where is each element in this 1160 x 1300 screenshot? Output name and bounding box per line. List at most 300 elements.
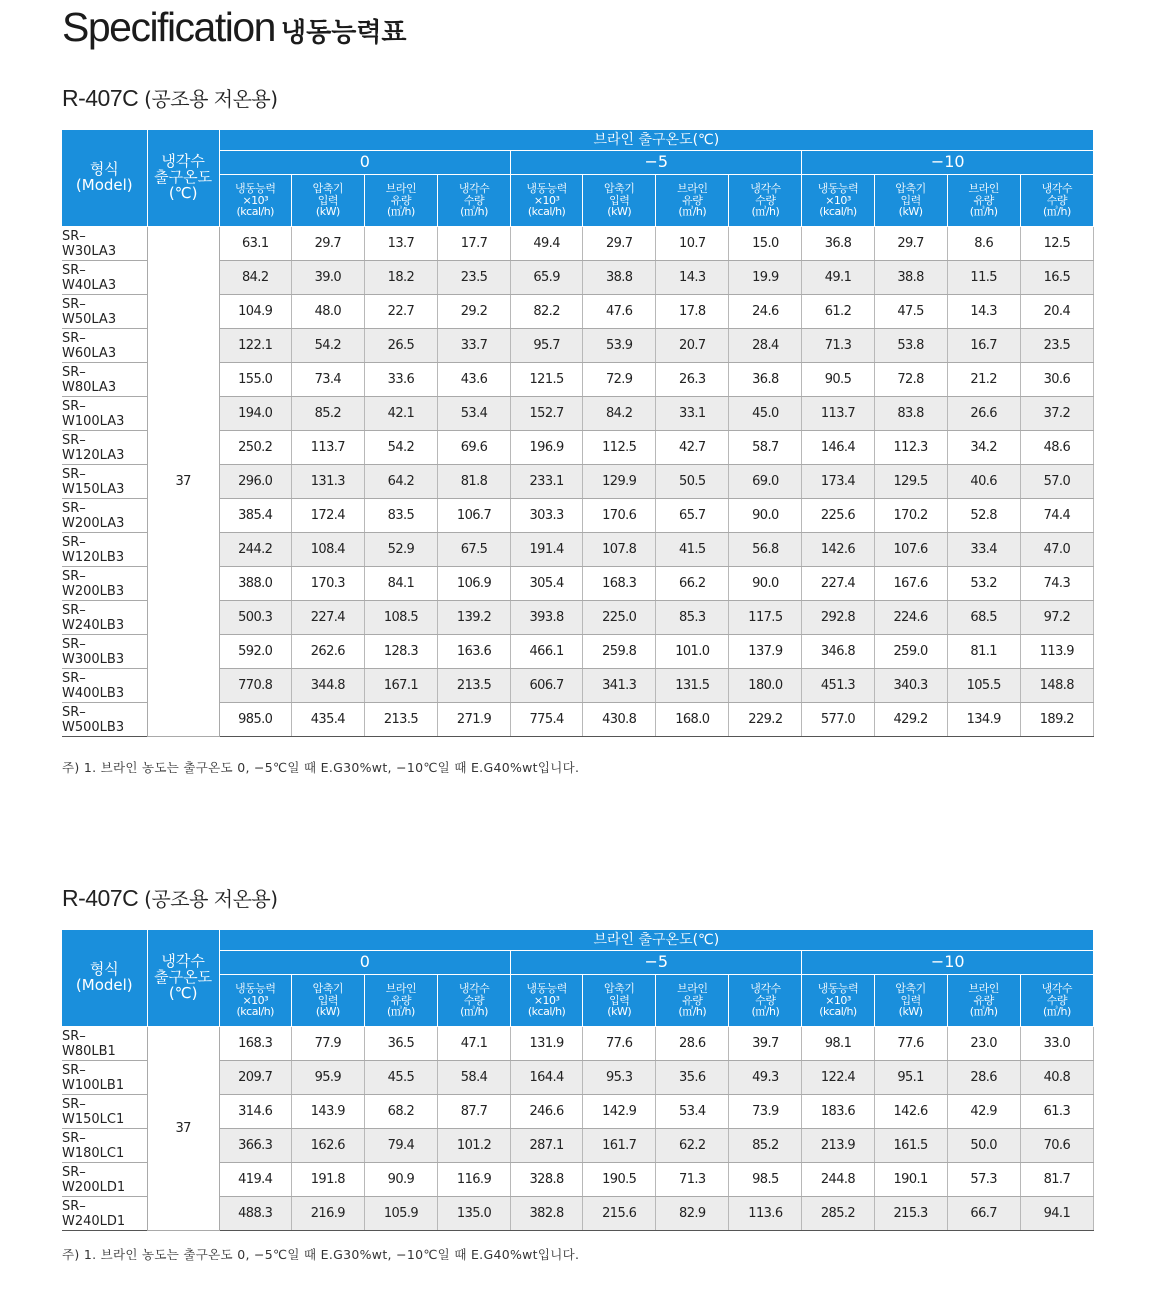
value-cell: 71.3	[656, 1163, 729, 1197]
value-cell: 95.3	[583, 1061, 656, 1095]
value-cell: 45.5	[364, 1061, 437, 1095]
model-code: W40LA3	[62, 277, 117, 293]
value-cell: 17.7	[437, 227, 510, 261]
column-header-line: 유량	[973, 193, 994, 207]
value-cell: 98.5	[729, 1163, 802, 1197]
model-code: W200LD1	[62, 1179, 126, 1195]
value-cell: 64.2	[364, 465, 437, 499]
model-prefix: SR–	[62, 1130, 86, 1146]
value-cell: 8.6	[947, 227, 1020, 261]
value-cell: 82.9	[656, 1197, 729, 1231]
column-header-line: (kcal/h)	[236, 205, 274, 219]
column-header	[437, 975, 510, 1027]
column-header	[364, 975, 437, 1027]
value-cell: 52.9	[364, 533, 437, 567]
column-header	[1020, 175, 1093, 227]
value-cell: 131.5	[656, 669, 729, 703]
value-cell: 137.9	[729, 635, 802, 669]
value-cell: 20.4	[1020, 295, 1093, 329]
value-cell: 388.0	[219, 567, 291, 601]
value-cell: 23.5	[437, 261, 510, 295]
value-cell: 58.7	[729, 431, 802, 465]
value-cell: 209.7	[219, 1061, 291, 1095]
value-cell: 435.4	[291, 703, 364, 737]
model-code: W50LA3	[62, 311, 117, 327]
column-header-line: 브라인	[968, 182, 999, 196]
value-cell: 21.2	[947, 363, 1020, 397]
value-cell: 108.4	[291, 533, 364, 567]
value-cell: 113.7	[802, 397, 874, 431]
column-header	[511, 975, 583, 1027]
value-cell: 168.3	[219, 1027, 291, 1061]
brine-temp-group: 0	[219, 151, 510, 175]
value-cell: 17.8	[656, 295, 729, 329]
value-cell: 62.2	[656, 1129, 729, 1163]
value-cell: 82.2	[511, 295, 583, 329]
value-cell: 344.8	[291, 669, 364, 703]
model-cell	[62, 1061, 147, 1095]
model-cell	[62, 397, 147, 431]
value-cell: 213.5	[437, 669, 510, 703]
cooling-temp-header-line: (℃)	[168, 183, 198, 202]
value-cell: 122.4	[802, 1061, 874, 1095]
column-header-line: ×10³	[242, 193, 269, 207]
value-cell: 19.9	[729, 261, 802, 295]
value-cell: 148.8	[1020, 669, 1093, 703]
value-cell: 134.9	[947, 703, 1020, 737]
column-header	[656, 975, 729, 1027]
value-cell: 303.3	[511, 499, 583, 533]
value-cell: 488.3	[219, 1197, 291, 1231]
column-header-line: 압축기	[312, 982, 344, 996]
section-title-1: R-407C (공조용 저온용)	[62, 85, 278, 111]
value-cell: 429.2	[874, 703, 947, 737]
model-cell	[62, 261, 147, 295]
value-cell: 16.5	[1020, 261, 1093, 295]
value-cell: 172.4	[291, 499, 364, 533]
value-cell: 66.2	[656, 567, 729, 601]
value-cell: 50.0	[947, 1129, 1020, 1163]
value-cell: 250.2	[219, 431, 291, 465]
value-cell: 61.3	[1020, 1095, 1093, 1129]
value-cell: 28.4	[729, 329, 802, 363]
cooling-temp-header-line: 출구온도	[154, 168, 213, 187]
value-cell: 95.9	[291, 1061, 364, 1095]
column-header-line: 브라인	[677, 982, 708, 996]
value-cell: 22.7	[364, 295, 437, 329]
value-cell: 34.2	[947, 431, 1020, 465]
column-header	[219, 175, 291, 227]
column-header-line: (kcal/h)	[527, 1005, 566, 1019]
column-header-line: 수량	[463, 193, 485, 207]
table-note-1: 주) 1. 브라인 농도는 출구온도 0, −5℃일 때 E.G30%wt, −10℃일 때 E.G40%wt입니다.	[62, 760, 580, 775]
value-cell: 233.1	[511, 465, 583, 499]
value-cell: 37.2	[1020, 397, 1093, 431]
value-cell: 74.4	[1020, 499, 1093, 533]
value-cell: 67.5	[437, 533, 510, 567]
column-header-line: 압축기	[604, 182, 635, 196]
value-cell: 168.3	[583, 567, 656, 601]
value-cell: 53.9	[583, 329, 656, 363]
value-cell: 129.9	[583, 465, 656, 499]
value-cell: 87.7	[437, 1095, 510, 1129]
value-cell: 50.5	[656, 465, 729, 499]
model-header-sub: (Model)	[75, 976, 133, 994]
brine-temp-header: 브라인 출구온도(℃)	[219, 130, 1093, 151]
model-prefix: SR–	[62, 262, 86, 278]
value-cell: 108.5	[364, 601, 437, 635]
model-cell	[62, 703, 147, 737]
value-cell: 72.8	[874, 363, 947, 397]
value-cell: 49.3	[729, 1061, 802, 1095]
value-cell: 162.6	[291, 1129, 364, 1163]
value-cell: 28.6	[656, 1027, 729, 1061]
column-header-line: 냉각수	[750, 182, 781, 196]
value-cell: 48.0	[291, 295, 364, 329]
model-prefix: SR–	[62, 330, 86, 346]
value-cell: 83.8	[874, 397, 947, 431]
cooling-temp-header	[147, 130, 219, 227]
column-header	[802, 175, 874, 227]
column-header-line: 압축기	[312, 182, 344, 196]
model-code: W30LA3	[62, 243, 117, 259]
model-prefix: SR–	[62, 602, 86, 618]
column-header-line: (kW)	[607, 205, 632, 219]
value-cell: 77.9	[291, 1027, 364, 1061]
value-cell: 29.7	[291, 227, 364, 261]
value-cell: 35.6	[656, 1061, 729, 1095]
model-cell	[62, 1027, 147, 1061]
model-cell	[62, 1095, 147, 1129]
value-cell: 47.6	[583, 295, 656, 329]
value-cell: 36.5	[364, 1027, 437, 1061]
value-cell: 161.5	[874, 1129, 947, 1163]
value-cell: 56.8	[729, 533, 802, 567]
value-cell: 135.0	[437, 1197, 510, 1231]
brine-temp-group: −10	[802, 151, 1094, 175]
value-cell: 68.5	[947, 601, 1020, 635]
model-cell	[62, 1129, 147, 1163]
model-code: W240LB3	[62, 617, 125, 633]
model-prefix: SR–	[62, 1096, 86, 1112]
column-header-line: (㎥/h)	[678, 1005, 707, 1019]
value-cell: 49.1	[802, 261, 874, 295]
value-cell: 106.9	[437, 567, 510, 601]
value-cell: 104.9	[219, 295, 291, 329]
value-cell: 131.3	[291, 465, 364, 499]
value-cell: 346.8	[802, 635, 874, 669]
value-cell: 23.5	[1020, 329, 1093, 363]
spec-table-1	[62, 129, 1094, 737]
model-code: W400LB3	[62, 685, 125, 701]
model-code: W180LC1	[62, 1145, 125, 1161]
value-cell: 70.6	[1020, 1129, 1093, 1163]
value-cell: 24.6	[729, 295, 802, 329]
value-cell: 26.5	[364, 329, 437, 363]
column-header	[729, 975, 802, 1027]
column-header-line: (㎥/h)	[387, 1005, 415, 1019]
model-prefix: SR–	[62, 704, 86, 720]
column-header-line: 수량	[1046, 993, 1067, 1007]
value-cell: 213.5	[364, 703, 437, 737]
value-cell: 43.6	[437, 363, 510, 397]
model-code: W150LC1	[62, 1111, 125, 1127]
column-header-line: 수량	[755, 193, 776, 207]
value-cell: 170.3	[291, 567, 364, 601]
column-header-line: 냉동능력	[526, 982, 567, 996]
cooling-temp-header-line: 출구온도	[154, 968, 213, 987]
value-cell: 194.0	[219, 397, 291, 431]
value-cell: 146.4	[802, 431, 874, 465]
model-cell	[62, 499, 147, 533]
cooling-temp-header-line: 냉각수	[161, 952, 205, 971]
model-cell	[62, 601, 147, 635]
value-cell: 81.7	[1020, 1163, 1093, 1197]
value-cell: 39.0	[291, 261, 364, 295]
value-cell: 189.2	[1020, 703, 1093, 737]
value-cell: 215.3	[874, 1197, 947, 1231]
model-prefix: SR–	[62, 1164, 86, 1180]
value-cell: 163.6	[437, 635, 510, 669]
value-cell: 121.5	[511, 363, 583, 397]
column-header-line: 유량	[682, 193, 703, 207]
value-cell: 113.9	[1020, 635, 1093, 669]
value-cell: 592.0	[219, 635, 291, 669]
value-cell: 382.8	[511, 1197, 583, 1231]
column-header-line: (kcal/h)	[819, 1005, 857, 1019]
value-cell: 33.0	[1020, 1027, 1093, 1061]
value-cell: 224.6	[874, 601, 947, 635]
section-title-2: R-407C (공조용 저온용)	[62, 885, 278, 911]
column-header-line: 냉동능력	[526, 182, 567, 196]
column-header-line: 압축기	[895, 982, 926, 996]
value-cell: 161.7	[583, 1129, 656, 1163]
model-code: W100LA3	[62, 413, 125, 429]
column-header-line: (㎥/h)	[969, 205, 998, 219]
value-cell: 95.7	[511, 329, 583, 363]
column-header-line: ×10³	[533, 993, 560, 1007]
column-header-line: 냉각수	[1041, 982, 1073, 996]
value-cell: 85.2	[729, 1129, 802, 1163]
model-cell	[62, 465, 147, 499]
model-code: W500LB3	[62, 719, 125, 735]
value-cell: 215.6	[583, 1197, 656, 1231]
value-cell: 49.4	[511, 227, 583, 261]
column-header-line: (kW)	[315, 1005, 340, 1019]
value-cell: 244.2	[219, 533, 291, 567]
column-header-line: 냉각수	[458, 182, 490, 196]
model-code: W120LA3	[62, 447, 125, 463]
value-cell: 246.6	[511, 1095, 583, 1129]
value-cell: 122.1	[219, 329, 291, 363]
model-header-sub: (Model)	[75, 176, 133, 194]
value-cell: 142.6	[802, 533, 874, 567]
column-header-line: 수량	[755, 993, 776, 1007]
column-header	[656, 175, 729, 227]
value-cell: 33.7	[437, 329, 510, 363]
value-cell: 48.6	[1020, 431, 1093, 465]
column-header	[1020, 975, 1093, 1027]
value-cell: 170.6	[583, 499, 656, 533]
column-header-line: 냉각수	[750, 982, 781, 996]
cooling-temp-header-line: 냉각수	[161, 152, 205, 171]
value-cell: 106.7	[437, 499, 510, 533]
value-cell: 77.6	[874, 1027, 947, 1061]
value-cell: 213.9	[802, 1129, 874, 1163]
value-cell: 112.3	[874, 431, 947, 465]
model-cell	[62, 669, 147, 703]
model-prefix: SR–	[62, 228, 86, 244]
value-cell: 81.1	[947, 635, 1020, 669]
brine-temp-group: 0	[219, 951, 510, 975]
value-cell: 287.1	[511, 1129, 583, 1163]
value-cell: 36.8	[729, 363, 802, 397]
model-prefix: SR–	[62, 534, 86, 550]
model-cell	[62, 533, 147, 567]
column-header-line: (kcal/h)	[236, 1005, 274, 1019]
value-cell: 606.7	[511, 669, 583, 703]
value-cell: 116.9	[437, 1163, 510, 1197]
value-cell: 142.9	[583, 1095, 656, 1129]
value-cell: 84.2	[583, 397, 656, 431]
cooling-temp-header-line: (℃)	[168, 983, 198, 1002]
brine-temp-group: −10	[802, 951, 1094, 975]
value-cell: 53.4	[656, 1095, 729, 1129]
value-cell: 113.7	[291, 431, 364, 465]
column-header-line: 브라인	[385, 182, 417, 196]
value-cell: 63.1	[219, 227, 291, 261]
value-cell: 101.0	[656, 635, 729, 669]
column-header	[802, 975, 874, 1027]
value-cell: 577.0	[802, 703, 874, 737]
value-cell: 42.9	[947, 1095, 1020, 1129]
model-prefix: SR–	[62, 364, 86, 380]
model-prefix: SR–	[62, 636, 86, 652]
value-cell: 90.9	[364, 1163, 437, 1197]
model-cell	[62, 431, 147, 465]
value-cell: 84.1	[364, 567, 437, 601]
value-cell: 84.2	[219, 261, 291, 295]
value-cell: 41.5	[656, 533, 729, 567]
model-cell	[62, 295, 147, 329]
value-cell: 244.8	[802, 1163, 874, 1197]
value-cell: 83.5	[364, 499, 437, 533]
value-cell: 775.4	[511, 703, 583, 737]
column-header-line: 유량	[390, 993, 412, 1007]
value-cell: 466.1	[511, 635, 583, 669]
value-cell: 296.0	[219, 465, 291, 499]
model-code: W100LB1	[62, 1077, 125, 1093]
column-header-line: 브라인	[385, 982, 417, 996]
value-cell: 18.2	[364, 261, 437, 295]
value-cell: 42.1	[364, 397, 437, 431]
value-cell: 271.9	[437, 703, 510, 737]
value-cell: 14.3	[947, 295, 1020, 329]
value-cell: 105.5	[947, 669, 1020, 703]
column-header-line: (kW)	[607, 1005, 632, 1019]
value-cell: 225.6	[802, 499, 874, 533]
column-header-line: (kW)	[315, 205, 340, 219]
column-header-line: 수량	[1046, 193, 1067, 207]
model-cell	[62, 635, 147, 669]
value-cell: 30.6	[1020, 363, 1093, 397]
value-cell: 164.4	[511, 1061, 583, 1095]
column-header-line: 유량	[973, 993, 994, 1007]
value-cell: 68.2	[364, 1095, 437, 1129]
value-cell: 73.4	[291, 363, 364, 397]
value-cell: 95.1	[874, 1061, 947, 1095]
value-cell: 73.9	[729, 1095, 802, 1129]
column-header-line: 냉각수	[1041, 182, 1073, 196]
value-cell: 15.0	[729, 227, 802, 261]
value-cell: 262.6	[291, 635, 364, 669]
column-header-line: (㎥/h)	[678, 205, 707, 219]
value-cell: 40.6	[947, 465, 1020, 499]
value-cell: 229.2	[729, 703, 802, 737]
column-header	[874, 175, 947, 227]
value-cell: 20.7	[656, 329, 729, 363]
column-header-line: 냉각수	[458, 982, 490, 996]
value-cell: 57.3	[947, 1163, 1020, 1197]
brine-temp-header: 브라인 출구온도(℃)	[219, 930, 1093, 951]
value-cell: 14.3	[656, 261, 729, 295]
column-header-line: 입력	[900, 193, 921, 207]
value-cell: 770.8	[219, 669, 291, 703]
column-header	[437, 175, 510, 227]
model-prefix: SR–	[62, 568, 86, 584]
value-cell: 393.8	[511, 601, 583, 635]
value-cell: 191.4	[511, 533, 583, 567]
model-header	[62, 130, 147, 227]
model-code: W150LA3	[62, 481, 125, 497]
column-header-line: 입력	[609, 993, 630, 1007]
value-cell: 500.3	[219, 601, 291, 635]
column-header	[291, 175, 364, 227]
model-prefix: SR–	[62, 1062, 86, 1078]
value-cell: 155.0	[219, 363, 291, 397]
column-header-line: 입력	[317, 993, 338, 1007]
value-cell: 107.8	[583, 533, 656, 567]
column-header-line: 입력	[609, 193, 630, 207]
value-cell: 54.2	[364, 431, 437, 465]
value-cell: 65.9	[511, 261, 583, 295]
value-cell: 107.6	[874, 533, 947, 567]
value-cell: 225.0	[583, 601, 656, 635]
table-row	[62, 227, 1094, 261]
value-cell: 90.0	[729, 499, 802, 533]
column-header-line: 압축기	[895, 182, 926, 196]
value-cell: 29.2	[437, 295, 510, 329]
model-prefix: SR–	[62, 466, 86, 482]
value-cell: 143.9	[291, 1095, 364, 1129]
value-cell: 61.2	[802, 295, 874, 329]
value-cell: 90.0	[729, 567, 802, 601]
value-cell: 12.5	[1020, 227, 1093, 261]
value-cell: 340.3	[874, 669, 947, 703]
value-cell: 29.7	[874, 227, 947, 261]
value-cell: 419.4	[219, 1163, 291, 1197]
column-header	[874, 975, 947, 1027]
value-cell: 66.7	[947, 1197, 1020, 1231]
value-cell: 985.0	[219, 703, 291, 737]
model-cell	[62, 567, 147, 601]
page-title-ko: 냉동능력표	[280, 18, 407, 48]
value-cell: 38.8	[583, 261, 656, 295]
column-header-line: 유량	[682, 993, 703, 1007]
model-cell	[62, 227, 147, 261]
column-header	[583, 975, 656, 1027]
column-header-line: (㎥/h)	[1042, 205, 1071, 219]
